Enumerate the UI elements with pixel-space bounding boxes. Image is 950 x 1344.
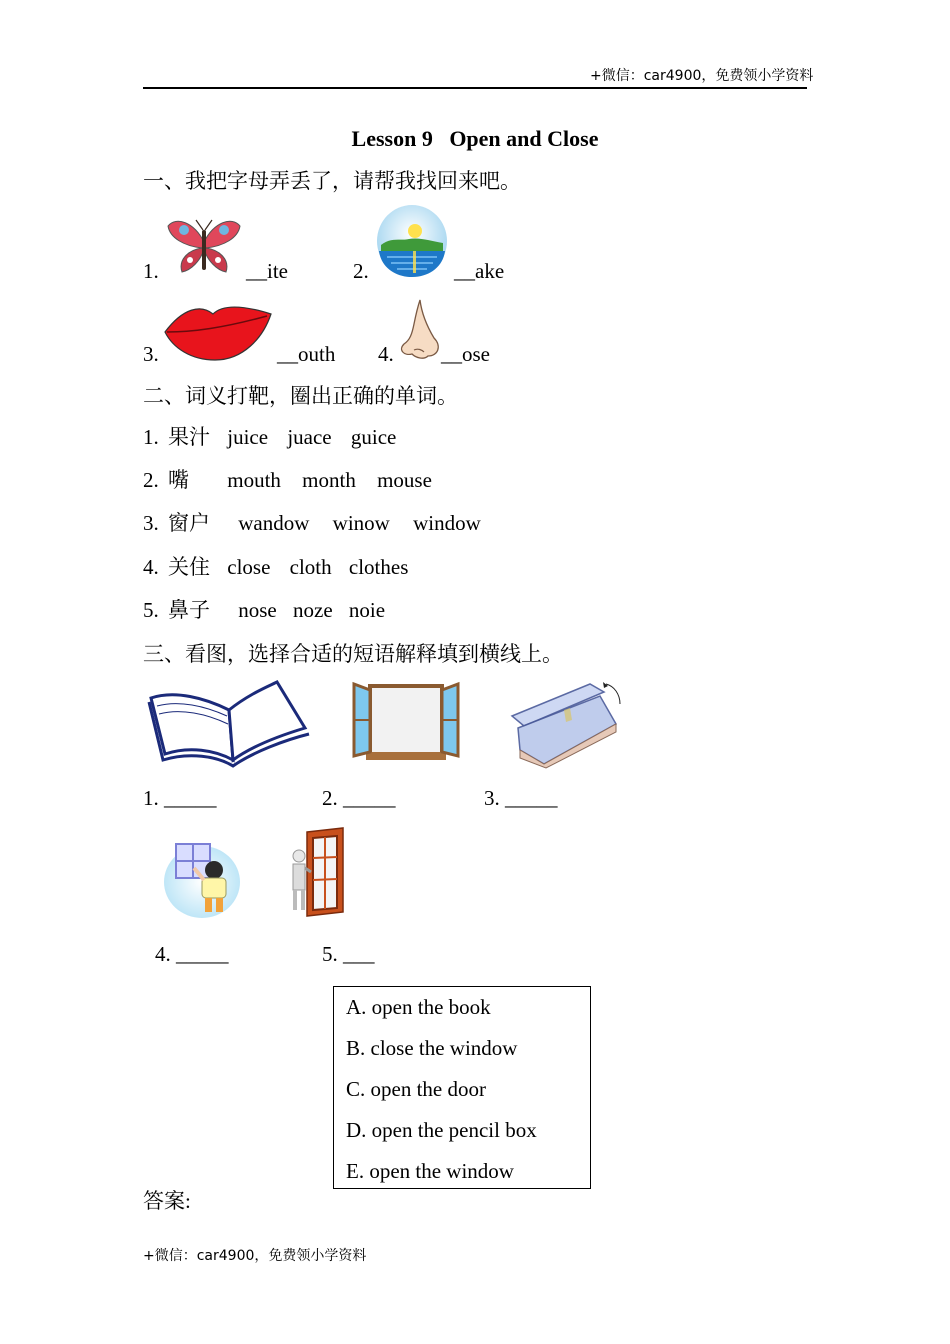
row-cn: 果汁 xyxy=(168,425,210,449)
option-c: C. open the door xyxy=(346,1077,486,1101)
row-num: 1. xyxy=(143,425,159,449)
word-option[interactable]: clothes xyxy=(348,555,409,579)
word-option[interactable]: month xyxy=(302,468,356,492)
girl-closing-window-icon xyxy=(164,840,240,920)
word-option[interactable]: cloth xyxy=(289,555,332,579)
section3-item-4-label: 4. _____ xyxy=(155,942,229,966)
option-e: E. open the window xyxy=(346,1159,514,1183)
header-rule xyxy=(143,87,807,89)
row-cn: 关住 xyxy=(168,555,210,579)
row-num: 2. xyxy=(143,468,159,492)
word-option[interactable]: close xyxy=(227,555,271,579)
lake-icon xyxy=(377,205,447,277)
answer-label: 答案: xyxy=(143,1189,191,1213)
option-b: B. close the window xyxy=(346,1036,518,1060)
header-note: +微信：car4900，免费领小学资料 xyxy=(590,68,814,84)
pencil-box-icon xyxy=(508,680,624,768)
section2-heading: 二、词义打靶，圈出正确的单词。 xyxy=(143,384,458,408)
section2-row-2 xyxy=(143,467,432,493)
word-option[interactable]: winow xyxy=(332,511,390,535)
word-option[interactable]: juace xyxy=(287,425,332,449)
kite-icon xyxy=(166,216,242,278)
open-window-icon xyxy=(352,682,460,762)
options-box xyxy=(333,986,591,1189)
word-option[interactable]: mouse xyxy=(377,468,432,492)
section3-heading: 三、看图，选择合适的短语解释填到横线上。 xyxy=(143,642,563,666)
row-num: 3. xyxy=(143,511,159,535)
nose-icon xyxy=(398,298,442,360)
person-opening-door-icon xyxy=(287,828,353,916)
row-num: 5. xyxy=(143,598,159,622)
section1-item-3-num: 3. xyxy=(143,342,159,366)
section3-item-2-label: 2. _____ xyxy=(322,786,396,810)
row-cn: 嘴 xyxy=(168,468,189,492)
section2-row-5 xyxy=(143,597,385,623)
word-option[interactable]: mouth xyxy=(227,468,281,492)
section1-item-2-num: 2. xyxy=(353,259,369,283)
section1-item-1-num: 1. xyxy=(143,259,159,283)
word-option[interactable]: guice xyxy=(350,425,397,449)
word-option[interactable]: wandow xyxy=(238,511,310,535)
page-title: Lesson 9 Open and Close xyxy=(351,126,599,151)
row-num: 4. xyxy=(143,555,159,579)
section2-row-1 xyxy=(143,424,396,450)
section3-item-3-label: 3. _____ xyxy=(484,786,558,810)
word-option[interactable]: noze xyxy=(293,598,333,622)
section1-item-4-num: 4. xyxy=(378,342,394,366)
section1-item-3-blank: __outh xyxy=(277,342,336,366)
section2-row-3 xyxy=(143,510,481,536)
word-option[interactable]: window xyxy=(413,511,481,535)
section1-item-4-blank: __ose xyxy=(441,342,490,366)
word-option[interactable]: noie xyxy=(348,598,386,622)
section1-heading: 一、我把字母弄丢了，请帮我找回来吧。 xyxy=(143,169,521,193)
word-option[interactable]: nose xyxy=(238,598,277,622)
mouth-icon xyxy=(163,302,273,362)
section1-item-2-blank: __ake xyxy=(454,259,505,283)
option-a: A. open the book xyxy=(346,995,491,1019)
option-d: D. open the pencil box xyxy=(346,1118,537,1142)
section1-item-1-blank: __ite xyxy=(246,259,288,283)
section2-row-4 xyxy=(143,554,408,580)
row-cn: 鼻子 xyxy=(168,598,210,622)
word-option[interactable]: juice xyxy=(227,425,269,449)
section3-item-5-label: 5. ___ xyxy=(322,942,375,966)
footer-note: +微信：car4900，免费领小学资料 xyxy=(143,1248,367,1264)
row-cn: 窗户 xyxy=(168,511,210,535)
section3-item-1-label: 1. _____ xyxy=(143,786,217,810)
open-book-icon xyxy=(145,680,311,766)
